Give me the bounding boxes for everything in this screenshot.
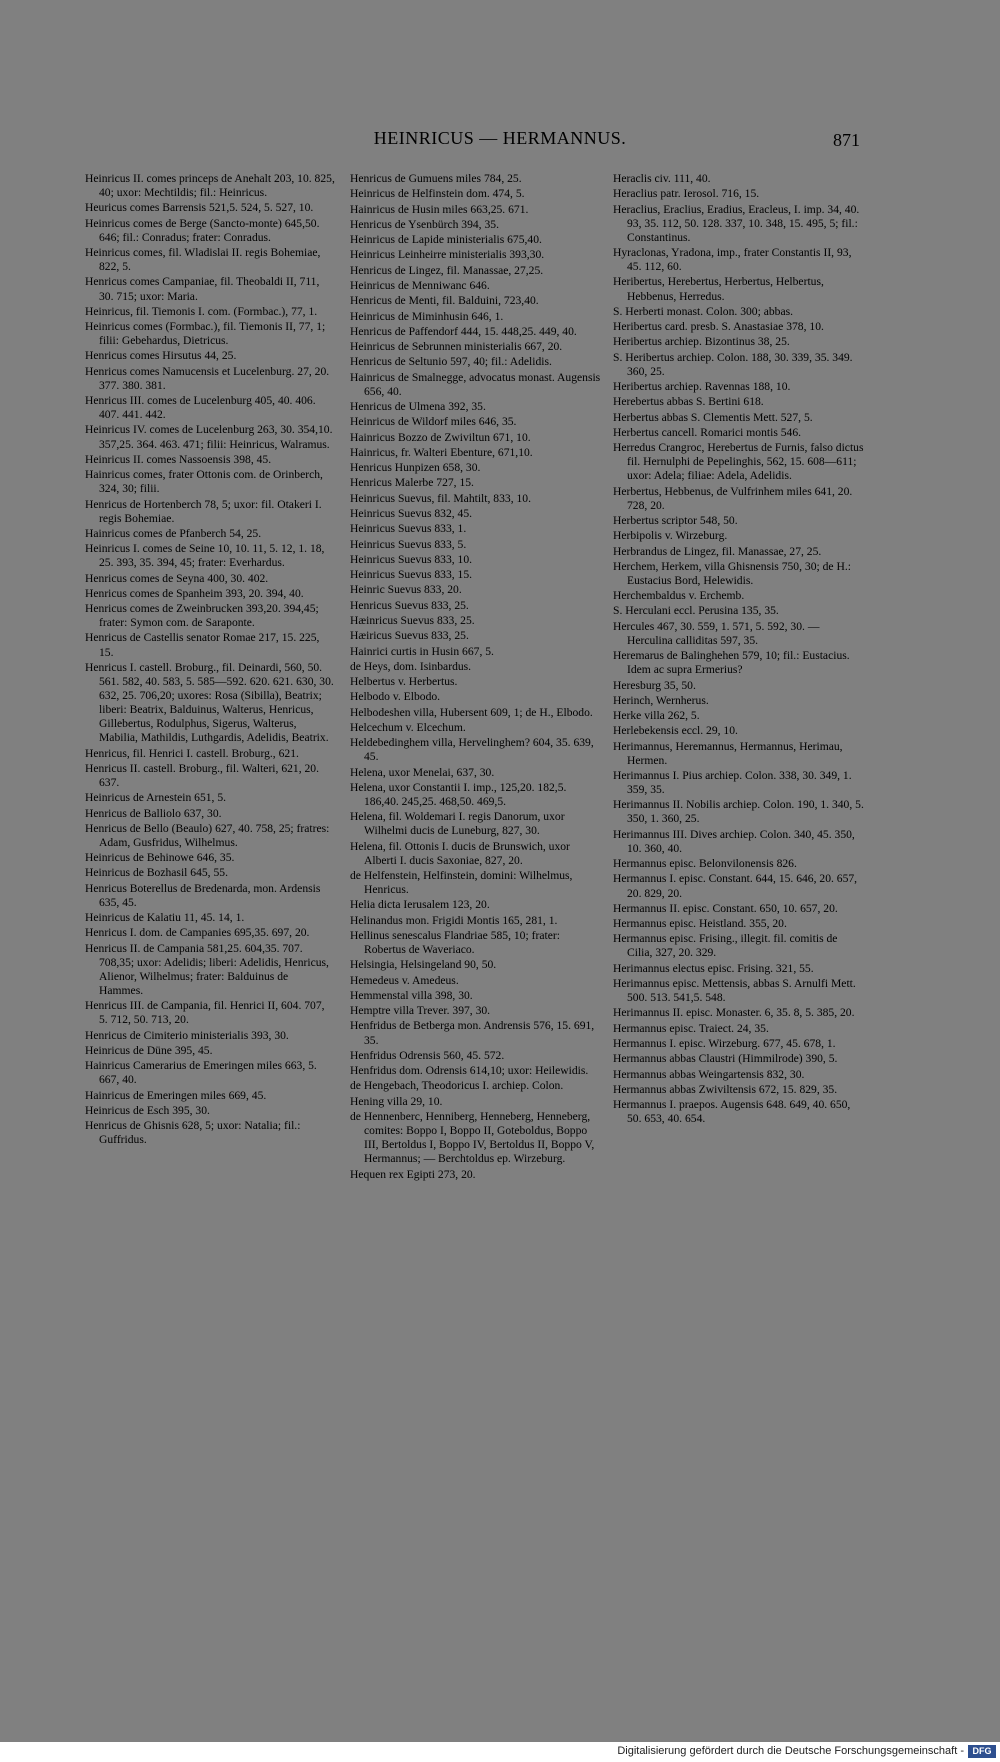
index-entry: Herimannus, Heremannus, Hermannus, Herimau, Hermen.	[613, 739, 843, 767]
index-entry: Heremarus de Balinghehen 579, 10; fil.: Eustacius. Idem ac supra Ermerius?	[613, 649, 850, 677]
index-entry: Henricus de Ysenbürch 394, 35.	[350, 217, 499, 231]
index-entry: Heuricus comes Barrensis 521,5. 524, 5. 527, 10.	[85, 201, 314, 215]
index-entry: Heinricus Suevus 833, 10.	[350, 552, 473, 566]
index-entry: Hemptre villa Trever. 397, 30.	[350, 1004, 491, 1018]
index-entry: Hainricus de Husin miles 663,25. 671.	[350, 202, 529, 216]
index-entry: Hermannus episc. Belonvilonensis 826.	[613, 857, 797, 871]
index-entry: Henricus comes de Seyna 400, 30. 402.	[85, 571, 269, 585]
index-entry: Helbodo v. Elbodo.	[350, 690, 441, 704]
index-entry: Hermannus abbas Zwiviltensis 672, 15. 829, 35.	[613, 1082, 838, 1096]
index-entry: Herredus Crangroc, Herebertus de Furnis, falso dictus fil. Hernulphi de Pepelinghis, 562, 15. 608—611; uxor: Adela; filiae: Adela, Adelidis.	[613, 441, 864, 483]
index-entry: Heinricus de Miminhusin 646, 1.	[350, 309, 504, 323]
index-entry: Henfridus dom. Odrensis 614,10; uxor: Heilewidis.	[350, 1064, 589, 1078]
index-entry: Herebertus abbas S. Bertini 618.	[613, 395, 764, 409]
index-entry: Hermannus II. episc. Constant. 650, 10. 657, 20.	[613, 901, 838, 915]
index-entry: Hermannus episc. Frising., illegit. fil. comitis de Cilia, 327, 20. 329.	[613, 932, 838, 960]
index-entry: S. Heribertus archiep. Colon. 188, 30. 339, 35. 349. 360, 25.	[613, 350, 853, 378]
index-entry: Henfridus Odrensis 560, 45. 572.	[350, 1048, 505, 1062]
index-entry: Henricus de Ghisnis 628, 5; uxor: Natalia; fil.: Guffridus.	[85, 1119, 301, 1147]
index-entry: Heraclius, Eraclius, Eradius, Eracleus, I. imp. 34, 40. 93, 35. 112, 50. 128. 337, 10. 348, 15. 495, 5; fil.: Constantinus.	[613, 202, 860, 244]
index-entry: Hainricus de Smalnegge, advocatus monast. Augensis 656, 40.	[350, 370, 601, 398]
index-entry: Henricus de Bello (Beaulo) 627, 40. 758, 25; fratres: Adam, Gusfridus, Wilhelmus.	[85, 821, 330, 849]
index-entry: Henricus de Castellis senator Romae 217, 15. 225, 15.	[85, 631, 320, 659]
index-entry: Herchem, Herkem, villa Ghisnensis 750, 30; de H.: Eustacius Bord, Helewidis.	[613, 559, 851, 587]
index-entry: Henricus comes Campaniae, fil. Theobaldi II, 711, 30. 715; uxor: Maria.	[85, 275, 320, 303]
digitization-footer	[0, 1742, 1000, 1762]
index-entry: Herlebekensis eccl. 29, 10.	[613, 724, 738, 738]
index-entry: Hermannus I. episc. Wirzeburg. 677, 45. 678, 1.	[613, 1036, 836, 1050]
index-entry: Herimannus episc. Mettensis, abbas S. Arnulfi Mett. 500. 513. 541,5. 548.	[613, 977, 856, 1005]
running-title: HEINRICUS — HERMANNUS.	[373, 128, 627, 148]
index-entry: Helena, fil. Ottonis I. ducis de Brunswich, uxor Alberti I. ducis Saxoniae, 827, 20.	[350, 839, 570, 867]
index-entry: Henricus de Ulmena 392, 35.	[350, 400, 486, 414]
index-entry: Heinricus de Kalatiu 11, 45. 14, 1.	[85, 911, 245, 925]
index-entry: Henricus de Cimiterio ministerialis 393, 30.	[85, 1028, 289, 1042]
index-entry: Heinricus comes de Berge (Sancto-monte) 645,50. 646; fil.: Conradus; frater: Conradus.	[85, 216, 320, 244]
index-entry: Henricus comes Namucensis et Lucelenburg. 27, 20. 377. 380. 381.	[85, 364, 330, 392]
index-entry: Helena, uxor Constantii I. imp., 125,20. 182,5. 186,40. 245,25. 468,50. 469,5.	[350, 780, 567, 808]
index-entry: Heinricus comes, fil. Wladislai II. regis Bohemiae, 822, 5.	[85, 246, 321, 274]
index-entry: Herbrandus de Lingez, fil. Manassae, 27, 25.	[613, 544, 822, 558]
index-entry: Heresburg 35, 50.	[613, 678, 696, 692]
index-entry: Helinandus mon. Frigidi Montis 165, 281, 1.	[350, 913, 558, 927]
index-entry: Hermannus abbas Weingartensis 832, 30.	[613, 1067, 805, 1081]
index-entry: Herbipolis v. Wirzeburg.	[613, 529, 728, 543]
index-entry: Hequen rex Egipti 273, 20.	[350, 1167, 476, 1181]
index-entry: Herbertus cancell. Romarici montis 546.	[613, 425, 802, 439]
index-entry: Hellinus senescalus Flandriae 585, 10; frater: Robertus de Waveriaco.	[350, 928, 560, 957]
index-column-3	[613, 172, 865, 1127]
index-entry: Hermannus I. praepos. Augensis 648. 649, 40. 650, 50. 653, 40. 654.	[613, 1098, 851, 1126]
index-entry: Heribertus archiep. Bizontinus 38, 25.	[613, 335, 790, 349]
index-entry: Heribertus, Herebertus, Herbertus, Helbertus, Hebbenus, Herredus.	[613, 275, 824, 303]
index-entry: Henricus III. de Campania, fil. Henrici II, 604. 707, 5. 712, 50. 713, 20.	[85, 999, 325, 1027]
index-entry: Henricus Malerbe 727, 15.	[350, 476, 474, 490]
index-entry: Henricus de Lingez, fil. Manassae, 27,25.	[350, 263, 544, 277]
index-entry: Henricus I. dom. de Campanies 695,35. 697, 20.	[85, 926, 310, 940]
index-column-1	[85, 172, 335, 1149]
index-entry: Heinricus de Esch 395, 30.	[85, 1103, 210, 1117]
index-entry: Heinricus Suevus, fil. Mahtilt, 833, 10.	[350, 491, 531, 505]
index-entry: Hainricus comes de Pfanberch 54, 25.	[85, 526, 262, 540]
index-entry: Heinricus Leinheirre ministerialis 393,30.	[350, 248, 545, 262]
index-entry: Helena, uxor Menelai, 637, 30.	[350, 765, 495, 779]
index-entry: Heinricus Suevus 833, 1.	[350, 522, 467, 536]
index-entry: Herbertus, Hebbenus, de Vulfrinhem miles 641, 20. 728, 20.	[613, 484, 853, 512]
index-entry: Heraclis civ. 111, 40.	[613, 172, 711, 185]
index-entry: Henricus II. de Campania 581,25. 604,35. 707. 708,35; uxor: Adelidis; liberi: Adelidis, Henricus, Alienor, Wilhelmus; frater: Balduinus de Hammes.	[85, 941, 329, 997]
index-entry: Herbertus abbas S. Clementis Mett. 527, 5.	[613, 410, 813, 424]
index-entry: S. Herculani eccl. Perusina 135, 35.	[613, 604, 779, 618]
index-entry: Herchembaldus v. Erchemb.	[613, 589, 745, 603]
index-entry: Henricus de Menti, fil. Balduini, 723,40.	[350, 294, 539, 308]
index-entry: Hening villa 29, 10.	[350, 1094, 443, 1108]
index-entry: Helbertus v. Herbertus.	[350, 675, 458, 689]
index-entry: Herinch, Wernherus.	[613, 693, 709, 707]
index-entry: Henricus de Seltunio 597, 40; fil.: Adelidis.	[350, 355, 552, 369]
index-entry: Heribertus card. presb. S. Anastasiae 378, 10.	[613, 320, 824, 334]
index-entry: Heinricus II. comes Nassoensis 398, 45.	[85, 452, 272, 466]
index-entry: Hainrici curtis in Husin 667, 5.	[350, 644, 494, 658]
index-entry: Henricus de Gumuens miles 784, 25.	[350, 172, 522, 185]
index-entry: Herimannus I. Pius archiep. Colon. 338, 30. 349, 1. 359, 35.	[613, 769, 852, 797]
index-entry: Henricus comes de Zweinbrucken 393,20. 394,45; frater: Symon com. de Saraponte.	[85, 602, 319, 630]
index-entry: Henricus I. castell. Broburg., fil. Deinardi, 560, 50. 561. 582, 40. 583, 5. 585—592. 620. 621. 630, 30. 632, 25. 706,20; uxores: Rosa (Sibilla), Beatrix; liberi: Beatrix, Balduinus, Walterus, Henricus, Gillebertus, Rodulphus, Sigerus, Walterus, Mabilia, Mathildis, Luthgardis, Adelidis, Beatrix.	[85, 660, 334, 745]
index-entry: Heinricus de Arnestein 651, 5.	[85, 791, 227, 805]
index-entry: Heinricus, fil. Tiemonis I. com. (Formbac.), 77, 1.	[85, 304, 318, 318]
index-entry: Henricus comes de Spanheim 393, 20. 394, 40.	[85, 586, 304, 600]
page-header	[0, 128, 1000, 158]
index-entry: Helsingia, Helsingeland 90, 50.	[350, 958, 497, 972]
index-entry: Henricus Boterellus de Bredenarda, mon. Ardensis 635, 45.	[85, 881, 321, 909]
index-entry: Henricus II. castell. Broburg., fil. Walteri, 621, 20. 637.	[85, 761, 320, 789]
index-entry: Heinricus de Bozhasil 645, 55.	[85, 866, 228, 880]
index-entry: Herimannus III. Dives archiep. Colon. 340, 45. 350, 10. 360, 40.	[613, 827, 855, 855]
index-entry: Henricus comes Hirsutus 44, 25.	[85, 349, 237, 363]
index-entry: Heinricus IV. comes de Lucelenburg 263, 30. 354,10. 357,25. 364. 463. 471; filii: Heinricus, Walramus.	[85, 423, 333, 451]
index-entry: Heinricus II. comes princeps de Anehalt 203, 10. 825, 40; uxor: Mechtildis; fil.: Heinricus.	[85, 172, 335, 200]
index-column-2	[350, 172, 604, 1183]
index-entry: Heldebedinghem villa, Hervelinghem? 604, 35. 639, 45.	[350, 736, 594, 764]
index-entry: Heribertus archiep. Ravennas 188, 10.	[613, 380, 791, 393]
index-entry: Hermannus abbas Claustri (Himmilrode) 390, 5.	[613, 1052, 838, 1066]
footer-credit: Digitalisierung gefördert durch die Deutsche Forschungsgemeinschaft -	[617, 1745, 964, 1757]
index-entry: Helcechum v. Elcechum.	[350, 720, 466, 734]
index-entry: Hermannus episc. Heistland. 355, 20.	[613, 917, 787, 931]
index-entry: Heinricus de Sebrunnen ministerialis 667, 20.	[350, 340, 563, 354]
index-entry: de Heys, dom. Isinbardus.	[350, 659, 472, 673]
index-entry: Herimannus electus episc. Frising. 321, 55.	[613, 961, 814, 975]
index-entry: S. Herberti monast. Colon. 300; abbas.	[613, 304, 794, 318]
index-entry: Heinricus comes (Formbac.), fil. Tiemonis II, 77, 1; filii: Gebehardus, Dietricus.	[85, 320, 326, 348]
index-entry: Herimannus II. episc. Monaster. 6, 35. 8, 5. 385, 20.	[613, 1006, 855, 1020]
index-entry: Heinricus de Düne 395, 45.	[85, 1043, 213, 1057]
index-entry: Heinricus I. comes de Seine 10, 10. 11, 5. 12, 1. 18, 25. 393, 35. 394, 45; frater: Everhardus.	[85, 542, 325, 570]
index-entry: Herimannus II. Nobilis archiep. Colon. 190, 1. 340, 5. 350, 1. 360, 25.	[613, 798, 864, 826]
index-entry: Herbertus scriptor 548, 50.	[613, 513, 738, 527]
index-entry: Hainricus Camerarius de Emeringen miles 663, 5. 667, 40.	[85, 1059, 317, 1087]
index-entry: Heinricus de Wildorf miles 646, 35.	[350, 415, 517, 429]
index-entry: Hainricus, fr. Walteri Ebenture, 671,10.	[350, 445, 533, 459]
index-entry: Hainricus de Emeringen miles 669, 45.	[85, 1088, 267, 1102]
index-entry: Heinric Suevus 833, 20.	[350, 583, 462, 597]
index-entry: de Helfenstein, Helfinstein, domini: Wilhelmus, Henricus.	[350, 869, 573, 897]
index-entry: Hermannus episc. Traiect. 24, 35.	[613, 1021, 769, 1035]
index-entry: Hercules 467, 30. 559, 1. 571, 5. 592, 30. — Herculina calliditas 597, 35.	[613, 619, 820, 647]
index-entry: Heinricus de Behinowe 646, 35.	[85, 851, 235, 865]
index-entry: de Hengebach, Theodoricus I. archiep. Colon.	[350, 1079, 564, 1093]
index-entry: Helia dicta Ierusalem 123, 20.	[350, 898, 490, 912]
index-entry: Hemmenstal villa 398, 30.	[350, 988, 473, 1002]
index-entry: de Hennenberc, Henniberg, Henneberg, Henneberg, comites: Boppo I, Boppo II, Goteboldus, Boppo III, Bertoldus I, Boppo IV, Bertoldus II, Boppo V, Hermannus; — Berchtoldus ep. Wirzeburg.	[350, 1109, 595, 1166]
index-entry: Heinricus Suevus 833, 15.	[350, 568, 473, 582]
index-entry: Hainricus Bozzo de Zwiviltun 671, 10.	[350, 430, 531, 444]
index-entry: Henricus Suevus 833, 25.	[350, 598, 469, 612]
index-entry: Hæinricus Suevus 833, 25.	[350, 613, 475, 627]
index-entry: Hainricus comes, frater Ottonis com. de Orinberch, 324, 30; filii.	[85, 468, 323, 496]
index-entry: Herke villa 262, 5.	[613, 709, 700, 723]
index-entry: Helbodeshen villa, Hubersent 609, 1; de H., Elbodo.	[350, 705, 593, 719]
page-number: 871	[833, 130, 860, 150]
index-entry: Heinricus Suevus 832, 45.	[350, 507, 473, 520]
index-entry: Hemedeus v. Amedeus.	[350, 973, 459, 987]
index-entry: Heinricus de Helfinstein dom. 474, 5.	[350, 187, 525, 201]
index-entry: Henricus Hunpizen 658, 30.	[350, 461, 481, 475]
index-entry: Heraclius patr. Ierosol. 716, 15.	[613, 187, 760, 201]
index-entry: Hermannus I. episc. Constant. 644, 15. 646, 20. 657, 20. 829, 20.	[613, 872, 858, 900]
index-entry: Hæiricus Suevus 833, 25.	[350, 629, 469, 643]
index-entry: Heinricus de Menniwanc 646.	[350, 278, 490, 292]
index-entry: Henricus de Balliolo 637, 30.	[85, 806, 222, 820]
index-entry: Heinricus Suevus 833, 5.	[350, 537, 467, 551]
dfg-logo: DFG	[968, 1745, 996, 1758]
index-entry: Henricus III. comes de Lucelenburg 405, 40. 406. 407. 441. 442.	[85, 394, 316, 422]
index-entry: Henricus, fil. Henrici I. castell. Broburg., 621.	[85, 746, 299, 760]
index-entry: Henricus de Paffendorf 444, 15. 448,25. 449, 40.	[350, 324, 577, 338]
index-entry: Helena, fil. Woldemari I. regis Danorum, uxor Wilhelmi ducis de Luneburg, 827, 30.	[350, 810, 565, 838]
index-entry: Henricus de Hortenberch 78, 5; uxor: fil. Otakeri I. regis Bohemiae.	[85, 497, 322, 525]
index-entry: Henfridus de Betberga mon. Andrensis 576, 15. 691, 35.	[350, 1019, 595, 1047]
index-entry: Hyraclonas, Yradona, imp., frater Constantis II, 93, 45. 112, 60.	[613, 246, 852, 274]
index-entry: Heinricus de Lapide ministerialis 675,40.	[350, 233, 542, 247]
